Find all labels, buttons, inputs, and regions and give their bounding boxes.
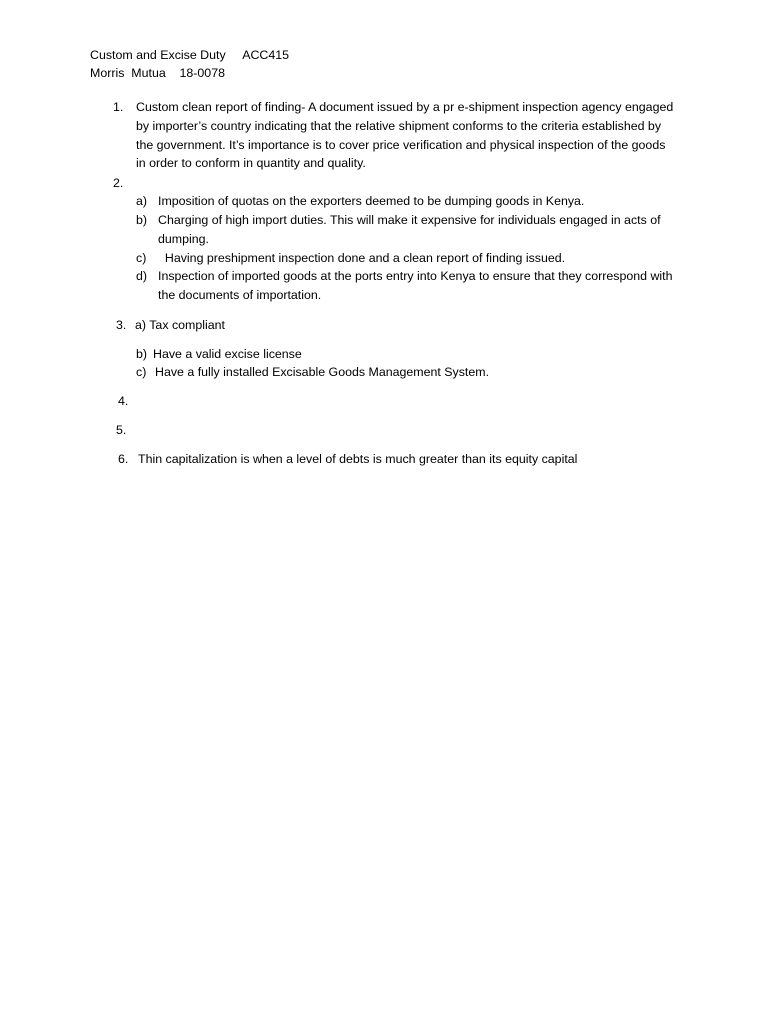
- question-1-answer: Custom clean report of finding- A document issued by a pr e-shipment inspection agency engaged by importer’s country indicating that the relative shipment conforms to the criteria established by the government. It’s importance is to cover price verification and physical inspection of the goods in order to conform in quantity and quality.: [136, 100, 674, 171]
- question-4-number: 4.: [118, 394, 129, 408]
- q2-item-a-text: Imposition of quotas on the exporters deemed to be dumping goods in Kenya.: [158, 194, 585, 208]
- student-info: Morris Mutua 18-0078: [90, 66, 225, 80]
- question-6-answer: Thin capitalization is when a level of debts is much greater than its equity capital: [138, 452, 578, 466]
- q2-item-b-text: Charging of high import duties. This will make it expensive for individuals engaged in acts of dumping.: [158, 213, 661, 246]
- q3-item-c-marker: c): [136, 365, 147, 379]
- question-2-number: 2.: [113, 176, 124, 190]
- q3-item-c-text: Have a fully installed Excisable Goods Management System.: [155, 365, 490, 379]
- q3-item-b-marker: b): [136, 347, 148, 361]
- q2-item-b-marker: b): [136, 213, 148, 227]
- q2-item-d-text: Inspection of imported goods at the ports entry into Kenya to ensure that they correspond with the documents of importation.: [158, 269, 673, 302]
- q2-item-c-text: Having preshipment inspection done and a clean report of finding issued.: [158, 251, 566, 265]
- course-title: Custom and Excise Duty ACC415: [90, 48, 290, 62]
- q3-item-a: a) Tax compliant: [135, 318, 225, 332]
- question-6-number: 6.: [118, 452, 129, 466]
- question-3-number: 3.: [116, 318, 127, 332]
- q2-item-d-marker: d): [136, 269, 148, 283]
- question-5-number: 5.: [116, 423, 127, 437]
- q2-item-a-marker: a): [136, 194, 148, 208]
- q3-item-b-text: Have a valid excise license: [153, 347, 302, 361]
- question-1-number: 1.: [113, 100, 124, 114]
- q2-item-c-marker: c): [136, 251, 147, 265]
